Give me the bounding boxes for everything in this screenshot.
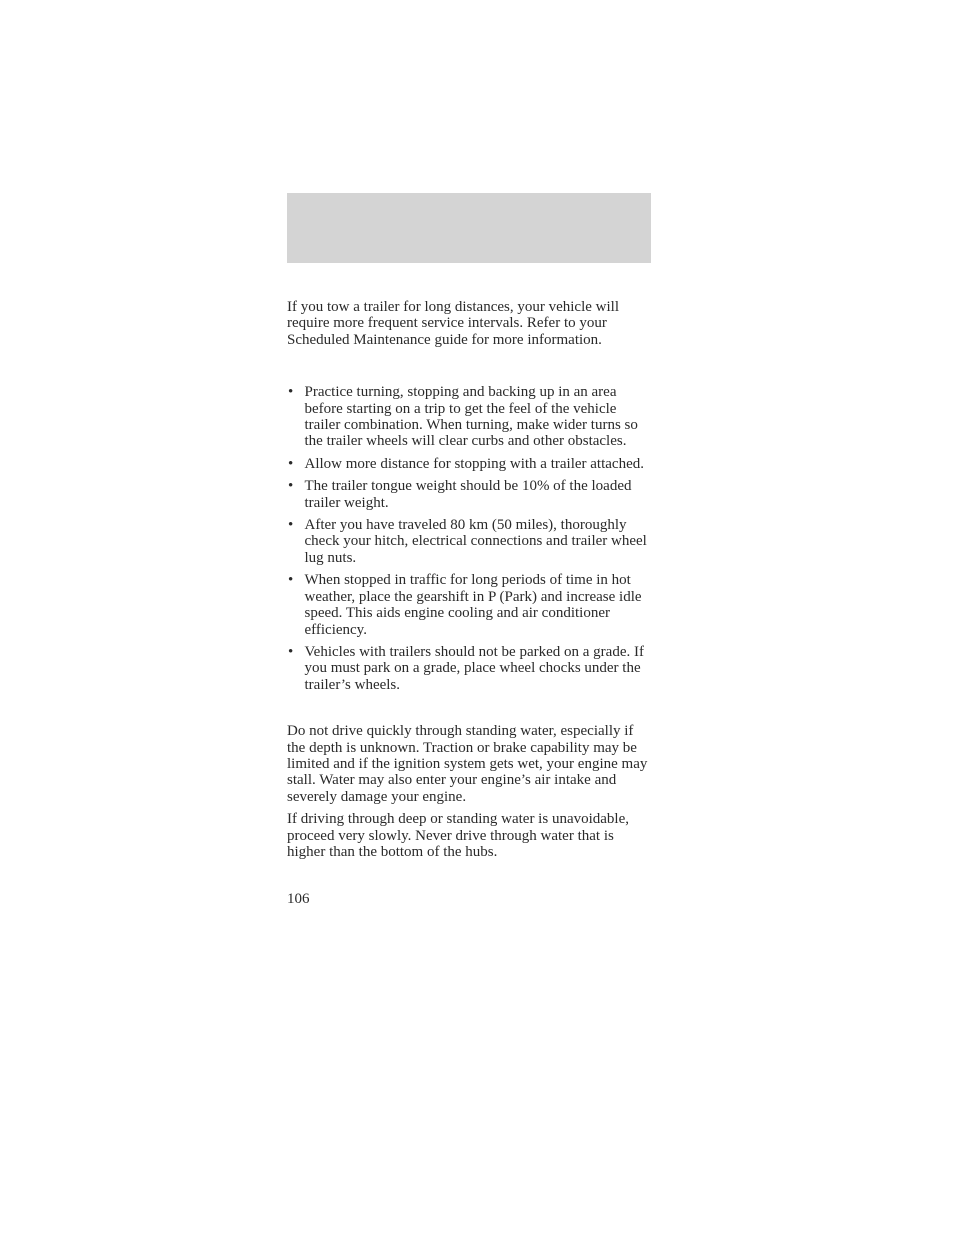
list-item: [287, 572, 653, 638]
page-content: [287, 299, 653, 908]
water-paragraph-1: Do not drive quickly through standing water, especially if the depth is unknown. Traction or brake capability may be limited and if the ignition system gets wet, your engine may stall. Water may also enter your engine’s air intake and severely damage your engine.: [287, 723, 648, 805]
list-item: [287, 517, 653, 566]
page-number: 106: [287, 891, 310, 908]
list-item: [287, 384, 653, 450]
bullet-icon: •: [288, 478, 294, 495]
intro-paragraph: If you tow a trailer for long distances, your vehicle will require more frequent service intervals. Refer to your Scheduled Maintenance guide for more information.: [287, 299, 619, 348]
list-item: [287, 644, 653, 693]
header-band: [287, 193, 651, 263]
bullet-icon: •: [288, 455, 294, 472]
list-item-text: Practice turning, stopping and backing up in an area before starting on a trip to get the feel of the vehicle trailer combination. When turning, make wider turns so the trailer wheels will clear curbs and other obstacles.: [304, 384, 638, 450]
bullet-icon: •: [288, 517, 294, 534]
bullet-icon: •: [288, 572, 294, 589]
bullet-icon: •: [288, 384, 294, 401]
list-item-text: Allow more distance for stopping with a trailer attached.: [304, 455, 644, 472]
list-item-text: Vehicles with trailers should not be parked on a grade. If you must park on a grade, place wheel chocks under the trailer’s wheels.: [304, 643, 644, 693]
list-item: [287, 478, 653, 511]
bullet-icon: •: [288, 643, 294, 660]
water-paragraph-2: If driving through deep or standing water is unavoidable, proceed very slowly. Never drive through water that is higher than the bottom of the hubs.: [287, 811, 629, 860]
list-item-text: The trailer tongue weight should be 10% of the loaded trailer weight.: [304, 478, 632, 511]
list-item-text: When stopped in traffic for long periods of time in hot weather, place the gearshift in P (Park) and increase idle speed. This aids engine cooling and air conditioner efficiency.: [304, 572, 642, 638]
towing-tips-list: [287, 384, 653, 693]
list-item: [287, 456, 653, 472]
list-item-text: After you have traveled 80 km (50 miles), thoroughly check your hitch, electrical connections and trailer wheel lug nuts.: [304, 517, 647, 566]
